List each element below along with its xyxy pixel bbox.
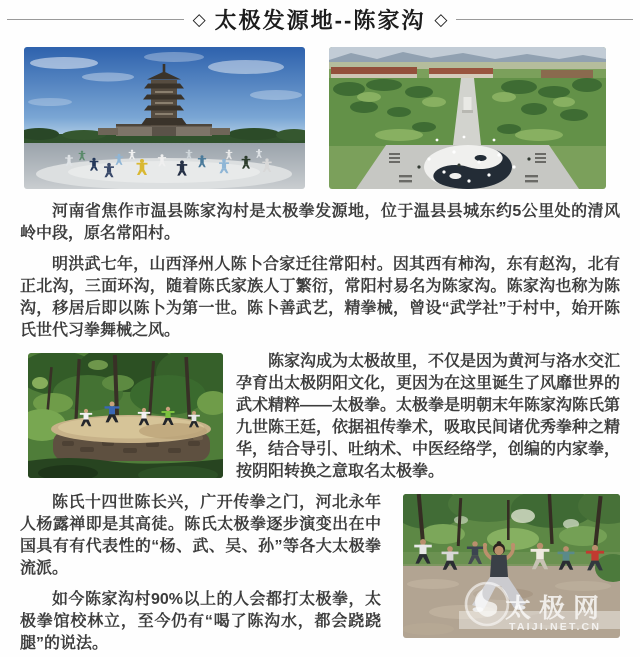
page-header: [0, 0, 640, 32]
header-rule-right: [456, 19, 633, 20]
watermark-cn: 太极网: [505, 593, 608, 623]
paragraph-today: 如今陈家沟村90%以上的人会都打太极拳，太极拳馆校林立，至今仍有“喝了陈沟水，都会跷跷腿”的说法。: [20, 591, 381, 652]
header-rule-left: [7, 19, 184, 20]
photo-park-group: [403, 494, 620, 638]
photo-yinyang-plaza: [329, 47, 606, 189]
diamond-icon: ◇: [434, 9, 448, 29]
diamond-icon: ◇: [192, 9, 206, 29]
top-photo-row: [0, 32, 640, 189]
watermark-en: TAIJI.NET.CN: [509, 621, 602, 633]
monument: [464, 97, 472, 112]
museum-square-illustration: [24, 47, 305, 189]
yinyang-plaza-illustration: [329, 47, 606, 189]
paragraph-intro: 河南省焦作市温县陈家沟村是太极拳发源地，位于温县县城东约5公里处的清风岭中段，原名常阳村。: [20, 203, 620, 242]
page-title: 太极发源地--陈家沟: [214, 7, 426, 33]
paragraph-history: 明洪武七年，山西泽州人陈卜合家迁往常阳村。因其西有柿沟，东有赵沟，北有正北沟，三面环沟，随着陈氏家族人丁繁衍，常阳村易名为陈家沟。陈家沟也称为陈沟，移居后即以陈卜为第一世。陈卜善武艺，精拳械，曾设“武学社”于村中，始开陈氏世代习拳舞械之风。: [20, 256, 620, 339]
photo-forest-platform: [28, 353, 223, 478]
photo-museum-square: [24, 47, 305, 189]
article-body: [0, 189, 640, 664]
section-schools: [20, 492, 620, 664]
forest-platform-illustration: [28, 353, 223, 478]
photo-gap: [305, 47, 329, 189]
park-group-illustration: [403, 494, 620, 638]
section-origin: [20, 351, 620, 492]
paragraph-taiji-birth: 陈家沟成为太极故里，不仅是因为黄河与洛水交汇孕育出太极阴阳文化，更因为在这里诞生了风靡世界的武术精粹——太极拳。太极拳是明朝末年陈家沟陈氏第九世陈王廷，依据祖传拳术，吸取民间诸优秀拳种之精华，结合导引、吐纳术、中医经络学，创编的内家拳，按阴阳转换之意取名太极拳。: [236, 353, 620, 480]
paragraph-lineages: 陈氏十四世陈长兴，广开传拳之门，河北永年人杨露禅即是其高徒。陈氏太极拳逐步演变出在中国具有有代表性的“杨、武、吴、孙”等各大太极拳流派。: [20, 494, 381, 577]
